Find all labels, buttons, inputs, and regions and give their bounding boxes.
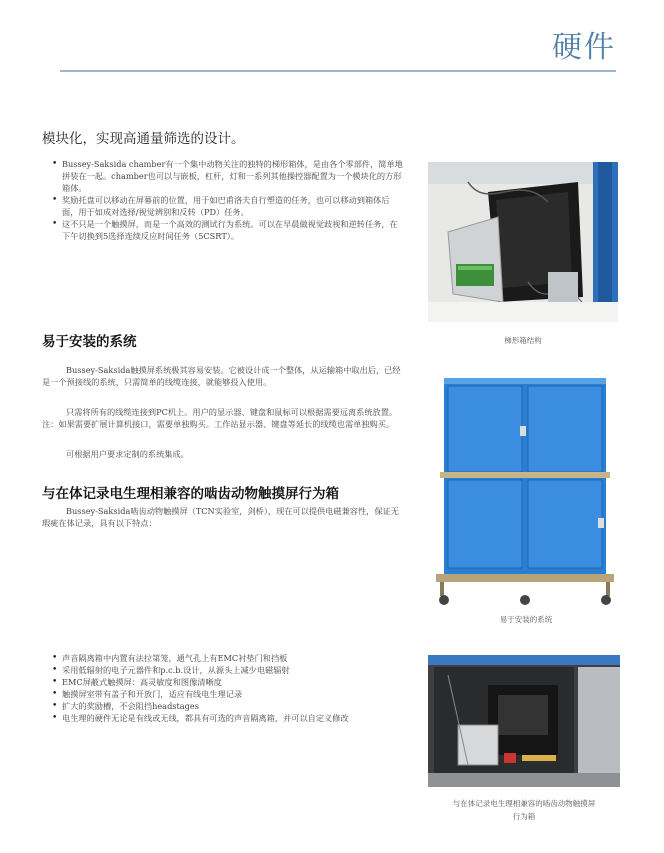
section2-paragraph: 只需将所有的线缆连接到PC机上。用户的显示器、键盘和鼠标可以根据需要远离系统放置。注：如果需要扩展计算机接口，需要单独购买。工作站显示器、键盘等延长的线缆也需单独购买。 bbox=[42, 407, 398, 429]
list-item: • 电生理的硬件无论是有线或无线，都具有可选的声音隔离箱，并可以自定义修改 bbox=[52, 712, 402, 724]
ephys-chamber-photo bbox=[428, 655, 620, 787]
section2-paragraph: Bussey-Saksida触摸屏系统极其容易安装。它被设计成一个整体，从运输箱中取出后，已经是一个预接线的系统，只需简单的线缆连接，就能够投入使用。 bbox=[42, 365, 401, 387]
section2-paragraph: 可根据用户要求定制的系统集成。 bbox=[66, 449, 189, 459]
trapezoid-chamber-photo bbox=[428, 162, 618, 322]
list-item: • 扩大的奖励槽，不会阻挡headstages bbox=[52, 700, 402, 712]
section2-heading: 易于安装的系统 bbox=[42, 334, 137, 350]
page-title: 硬件 bbox=[552, 30, 616, 65]
list-item: • 触摸屏室带有盖子和开放门，适应有线电生理记录 bbox=[52, 688, 402, 700]
ephys-chamber-caption-line1: 与在体记录电生理相兼容的啮齿动物触摸屏 bbox=[452, 799, 596, 808]
list-item: • 奖励托盘可以移动在屏幕前的位置，用于如巴甫洛夫自行塑造的任务，也可以移动到箱体后面，用于如成对选择/视觉辨别和反转（PD）任务。 bbox=[52, 194, 404, 218]
ephys-chamber-caption-line2: 行为箱 bbox=[512, 812, 536, 821]
list-item: • Bussey-Saksida chamber有一个集中动物关注的独特的梯形箱体，是由各个零部件，简单地拼装在一起。chamber也可以与嵌板，杠杆，灯和一系列其他操控器配置为一个模块化的方形箱体。 bbox=[52, 158, 404, 194]
section1-bullet-list bbox=[52, 158, 404, 242]
list-item: • 这不只是一个触摸屏，而是一个高效的测试行为系统。可以在早晨做视觉歧视和逆转任务，在下午切换到5选择连续反应时间任务（5CSRT）。 bbox=[52, 218, 404, 242]
section3-intro: Bussey-Saksida啮齿动物触摸屏（TCN实验室，剑桥），现在可以提供电磁兼容性，保证无瑕疵在体记录，具有以下特点： bbox=[42, 506, 399, 528]
section1-heading: 模块化，实现高通量筛选的设计。 bbox=[42, 131, 245, 147]
list-item: • EMC屏蔽式触摸屏：高灵敏度和图像清晰度 bbox=[52, 676, 402, 688]
list-item: • 声音隔离箱中内置有法拉第笼，通气孔上有EMC衬垫门和挡板 bbox=[52, 652, 402, 664]
section3-heading: 与在体记录电生理相兼容的啮齿动物触摸屏行为箱 bbox=[42, 486, 339, 502]
list-item: • 采用低辐射的电子元器件和p.c.b.设计，从源头上减少电磁辐射 bbox=[52, 664, 402, 676]
header-rule bbox=[60, 70, 616, 72]
blue-cabinet-caption: 易于安装的系统 bbox=[499, 615, 553, 624]
trapezoid-chamber-caption: 梯形箱结构 bbox=[504, 336, 542, 345]
section3-bullet-list bbox=[52, 652, 402, 724]
blue-cabinet-photo bbox=[430, 368, 622, 608]
